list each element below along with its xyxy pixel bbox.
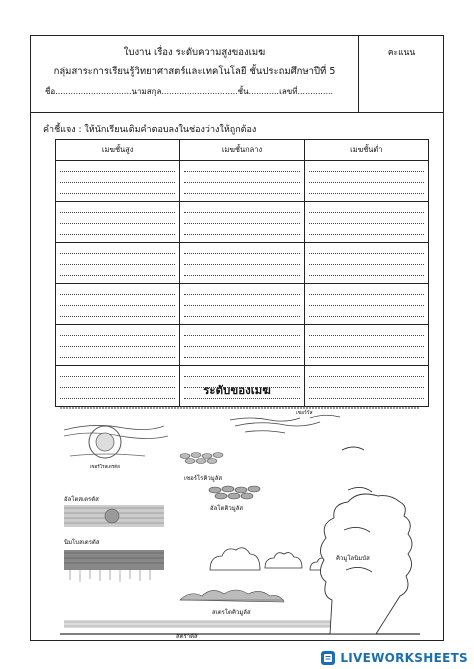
- writing-line: [184, 325, 299, 336]
- writing-line: [309, 172, 424, 183]
- writing-line: [184, 295, 299, 306]
- answer-cell[interactable]: [56, 325, 180, 366]
- writing-line: [309, 306, 424, 317]
- writing-line: [60, 366, 175, 377]
- writing-line: [60, 347, 175, 358]
- writing-line: [309, 366, 424, 377]
- answer-cell[interactable]: [304, 202, 428, 243]
- cirrocumulus-cloud: [180, 453, 223, 464]
- writing-line: [309, 213, 424, 224]
- worksheet-title: ใบงาน เรื่อง ระดับความสูงของเมฆ: [123, 47, 266, 58]
- writing-line: [309, 336, 424, 347]
- writing-line: [60, 306, 175, 317]
- writing-line: [184, 254, 299, 265]
- writing-line: [184, 172, 299, 183]
- answer-cell[interactable]: [56, 202, 180, 243]
- writing-line: [309, 295, 424, 306]
- answer-row: [56, 202, 429, 243]
- writing-line: [309, 347, 424, 358]
- writing-line: [309, 254, 424, 265]
- writing-line: [60, 336, 175, 347]
- header-low-clouds: เมฆชั้นต่ำ: [304, 140, 428, 161]
- label-cirrocumulus: เซอร์โรคิวมูลัส: [184, 475, 223, 482]
- writing-line: [184, 243, 299, 254]
- answer-cell[interactable]: [56, 243, 180, 284]
- answer-table-header-row: [56, 140, 429, 161]
- writing-line: [184, 265, 299, 276]
- nimbostratus-cloud: [64, 550, 164, 582]
- student-info-line: ชื่อ..............................นามสกุล..............................ชั้น............เลขที่..............: [45, 87, 334, 96]
- answer-cell[interactable]: [304, 243, 428, 284]
- writing-line: [184, 284, 299, 295]
- answer-cell[interactable]: [304, 284, 428, 325]
- answer-cell[interactable]: [56, 284, 180, 325]
- writing-line: [184, 224, 299, 235]
- cumulus-clouds: [210, 548, 339, 570]
- writing-line: [309, 243, 424, 254]
- answer-cell[interactable]: [180, 325, 304, 366]
- header-box: [30, 35, 444, 113]
- writing-line: [184, 347, 299, 358]
- label-cumulonimbus: คิวมูโลนิมบัส: [336, 555, 370, 562]
- answer-cell[interactable]: [180, 284, 304, 325]
- brand-name: LIVEWORKSHEETS: [340, 651, 468, 665]
- answer-cell[interactable]: [56, 161, 180, 202]
- writing-line: [60, 254, 175, 265]
- score-label: คะแนน: [387, 48, 416, 58]
- writing-line: [309, 161, 424, 172]
- label-altocumulus: อัลโตคิวมูลัส: [210, 505, 244, 512]
- label-stratus: สตราตัส: [176, 633, 198, 640]
- writing-line: [309, 325, 424, 336]
- label-nimbostratus: นิมโบสเตรตัส: [64, 539, 100, 546]
- label-altostratus: อัลโตสเตรตัส: [64, 496, 99, 503]
- instruction-text: คำชี้แจง : ให้นักเรียนเติมคำตอบลงในช่องว่างให้ถูกต้อง: [43, 125, 257, 135]
- writing-line: [309, 265, 424, 276]
- liveworksheets-logo-icon: [320, 650, 336, 666]
- writing-line: [184, 202, 299, 213]
- writing-line: [184, 336, 299, 347]
- label-cirrus: เซอร์รัส: [296, 410, 313, 416]
- answer-cell[interactable]: [180, 161, 304, 202]
- answer-cell[interactable]: [180, 202, 304, 243]
- altocumulus-cloud: [209, 486, 260, 499]
- footer-brand: [320, 650, 468, 666]
- writing-line: [60, 172, 175, 183]
- stratocumulus-cloud: [180, 590, 284, 602]
- answer-row: [56, 325, 429, 366]
- answer-table-body: [56, 161, 429, 407]
- writing-line: [309, 202, 424, 213]
- cirrus-cloud: [230, 415, 340, 433]
- altostratus-cloud: [64, 505, 164, 527]
- label-cirrostratus: เซอร์โรสเตรตัส: [90, 465, 120, 470]
- answer-cell[interactable]: [304, 161, 428, 202]
- writing-line: [309, 183, 424, 194]
- cloud-levels-diagram: [60, 400, 420, 640]
- answer-row: [56, 284, 429, 325]
- writing-line: [60, 161, 175, 172]
- writing-line: [60, 183, 175, 194]
- writing-line: [60, 213, 175, 224]
- worksheet-subtitle: กลุ่มสาระการเรียนรู้วิทยาศาสตร์และเทคโนโลยี ชั้นประถมศึกษาปีที่ 5: [53, 66, 336, 77]
- answer-cell[interactable]: [180, 243, 304, 284]
- writing-line: [60, 265, 175, 276]
- cirrostratus-cloud: [64, 425, 168, 458]
- writing-line: [60, 284, 175, 295]
- writing-line: [184, 161, 299, 172]
- cumulonimbus-cloud: [320, 447, 412, 634]
- writing-line: [60, 325, 175, 336]
- writing-line: [60, 295, 175, 306]
- writing-line: [60, 243, 175, 254]
- stratus-cloud: [64, 620, 364, 628]
- writing-line: [184, 183, 299, 194]
- writing-line: [184, 366, 299, 377]
- diagram-title: ระดับของเมฆ: [203, 383, 271, 397]
- answer-row: [56, 243, 429, 284]
- header-high-clouds: เมฆชั้นสูง: [56, 140, 180, 161]
- writing-line: [309, 224, 424, 235]
- answer-cell[interactable]: [304, 325, 428, 366]
- answer-table: [55, 139, 429, 407]
- writing-line: [60, 224, 175, 235]
- writing-line: [309, 284, 424, 295]
- writing-line: [184, 306, 299, 317]
- answer-row: [56, 161, 429, 202]
- writing-line: [60, 202, 175, 213]
- writing-line: [184, 213, 299, 224]
- header-middle-clouds: เมฆชั้นกลาง: [180, 140, 304, 161]
- label-stratocumulus: สเตรโตคิวมูลัส: [212, 609, 251, 616]
